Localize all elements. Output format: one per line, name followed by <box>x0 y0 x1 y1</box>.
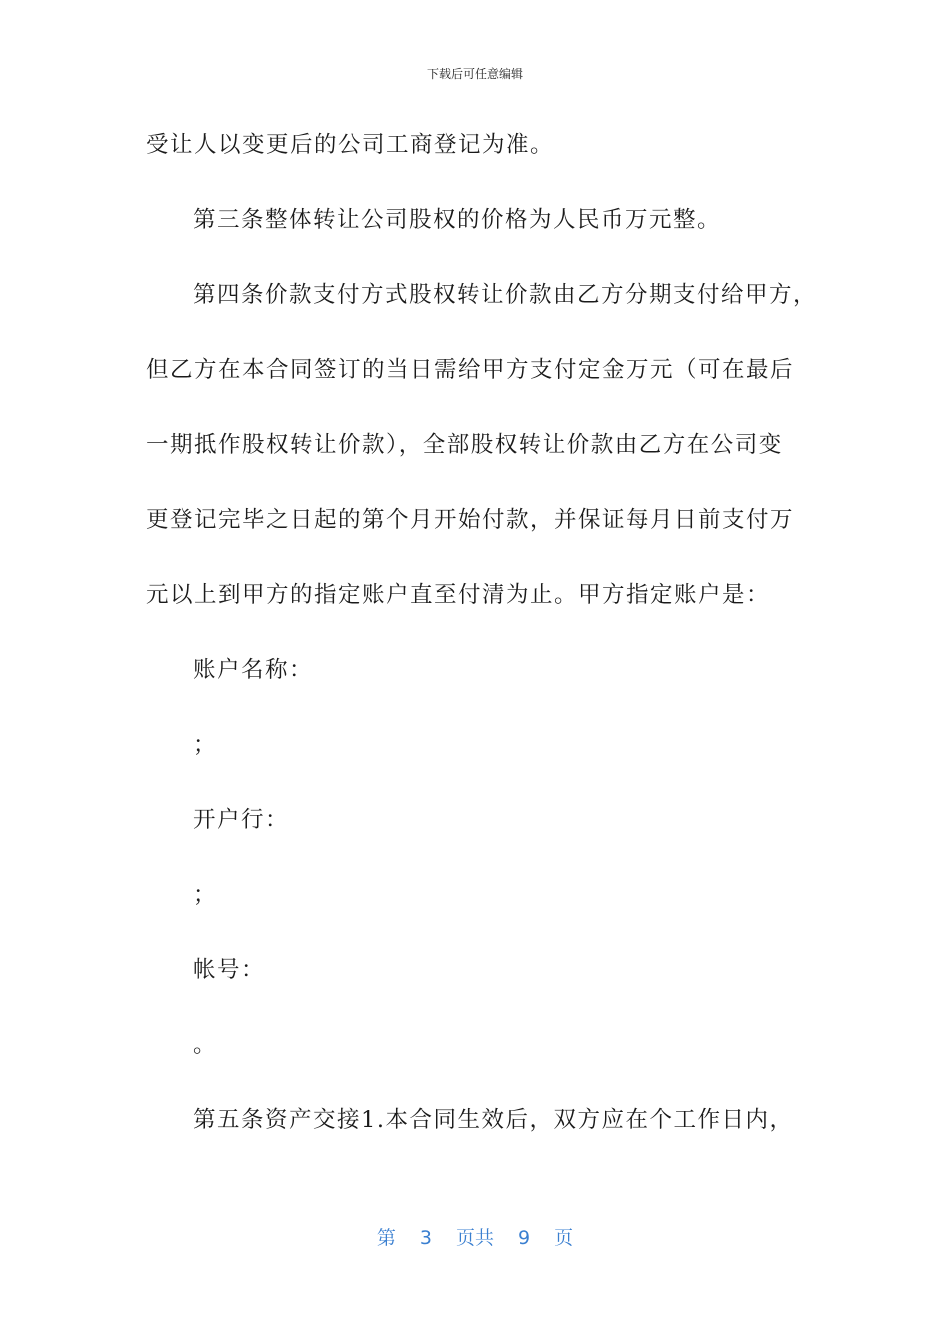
page-number: 3 <box>419 1227 432 1249</box>
paragraph-line: 受让人以变更后的公司工商登记为准。 <box>146 132 555 158</box>
paragraph-line: ； <box>193 882 218 908</box>
page-footer <box>0 1226 950 1250</box>
page-suffix: 页 <box>554 1227 574 1249</box>
page-header: 下载后可任意编辑 <box>426 67 523 81</box>
paragraph-line: 但乙方在本合同签订的当日需给甲方支付定金万元（可在最后 <box>146 357 795 383</box>
paragraph-line: 。 <box>193 1032 218 1058</box>
account-name-label: 账户名称： <box>193 657 314 683</box>
page-middle: 页共 <box>455 1227 494 1249</box>
paragraph-line: ； <box>193 732 218 758</box>
paragraph-line: 一期抵作股权转让价款），全部股权转让价款由乙方在公司变 <box>146 432 783 458</box>
paragraph-line: 更登记完毕之日起的第个月开始付款，并保证每月日前支付万 <box>146 507 795 533</box>
page-total: 9 <box>518 1227 531 1249</box>
paragraph-line: 元以上到甲方的指定账户直至付清为止。甲方指定账户是： <box>146 582 771 608</box>
document-body <box>146 126 818 1176</box>
paragraph-line: 第五条资产交接1.本合同生效后，双方应在个工作日内， <box>193 1107 794 1133</box>
page-prefix: 第 <box>376 1227 396 1249</box>
paragraph-line: 第四条价款支付方式股权转让价款由乙方分期支付给甲方， <box>193 282 818 308</box>
paragraph-line: 第三条整体转让公司股权的价格为人民币万元整。 <box>193 207 722 233</box>
account-number-label: 帐号： <box>193 957 266 983</box>
bank-label: 开户行： <box>193 807 290 833</box>
